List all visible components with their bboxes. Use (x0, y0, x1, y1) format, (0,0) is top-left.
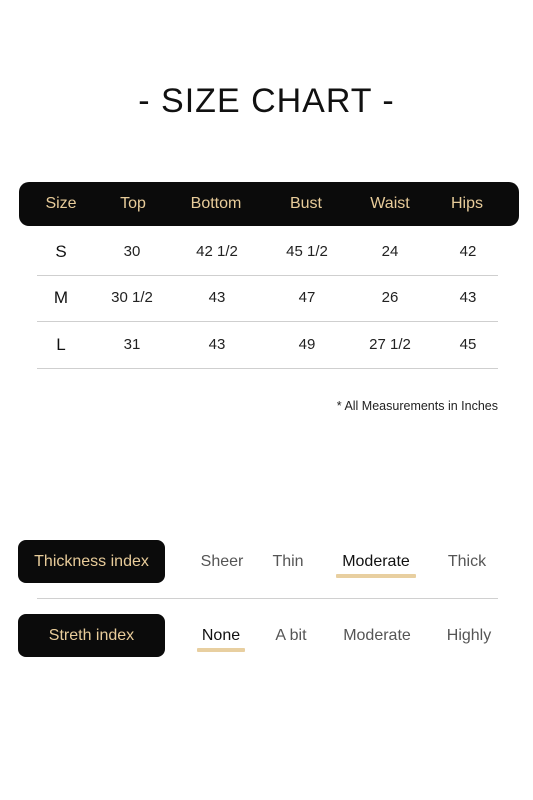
table-row (37, 229, 498, 276)
cell-top: 31 (123, 336, 141, 353)
cell-bottom: 43 (208, 336, 226, 353)
thickness-option-thin: Thin (272, 553, 304, 570)
measurement-note: * All Measurements in Inches (336, 399, 498, 413)
stretch-selected-underline (197, 648, 245, 652)
stretch-option-none: None (201, 627, 241, 644)
cell-hips: 45 (459, 336, 477, 353)
stretch-option-moderate: Moderate (343, 627, 411, 644)
stretch-option-highly: Highly (446, 627, 492, 644)
header-top: Top (120, 195, 146, 212)
cell-waist: 27 1/2 (369, 336, 411, 353)
thickness-option-thick: Thick (447, 553, 487, 570)
cell-top: 30 1/2 (111, 289, 153, 306)
table-row (37, 275, 498, 322)
cell-hips: 42 (459, 243, 477, 260)
thickness-option-sheer: Sheer (200, 553, 244, 570)
cell-bust: 47 (298, 289, 316, 306)
cell-bottom: 43 (208, 289, 226, 306)
header-waist: Waist (370, 195, 410, 212)
thickness-index-label: Thickness index (18, 540, 165, 583)
cell-bust: 49 (298, 336, 316, 353)
cell-bust: 45 1/2 (286, 243, 328, 260)
header-bust: Bust (289, 195, 322, 212)
cell-waist: 26 (381, 289, 399, 306)
cell-size: L (56, 335, 66, 354)
thickness-option-moderate: Moderate (342, 553, 410, 570)
table-header-bar (19, 182, 519, 226)
cell-size: M (53, 288, 69, 307)
header-size: Size (45, 195, 77, 212)
header-hips: Hips (450, 195, 483, 212)
cell-hips: 43 (459, 289, 477, 306)
cell-top: 30 (123, 243, 141, 260)
cell-bottom: 42 1/2 (196, 243, 238, 260)
cell-waist: 24 (381, 243, 399, 260)
thickness-selected-underline (336, 574, 416, 578)
table-row (37, 322, 498, 369)
section-divider (37, 598, 498, 599)
size-chart-title: - SIZE CHART - (138, 82, 395, 120)
header-bottom: Bottom (190, 195, 242, 212)
stretch-index-label: Streth index (18, 614, 165, 657)
stretch-option-a-bit: A bit (275, 627, 307, 644)
cell-size: S (55, 242, 67, 261)
